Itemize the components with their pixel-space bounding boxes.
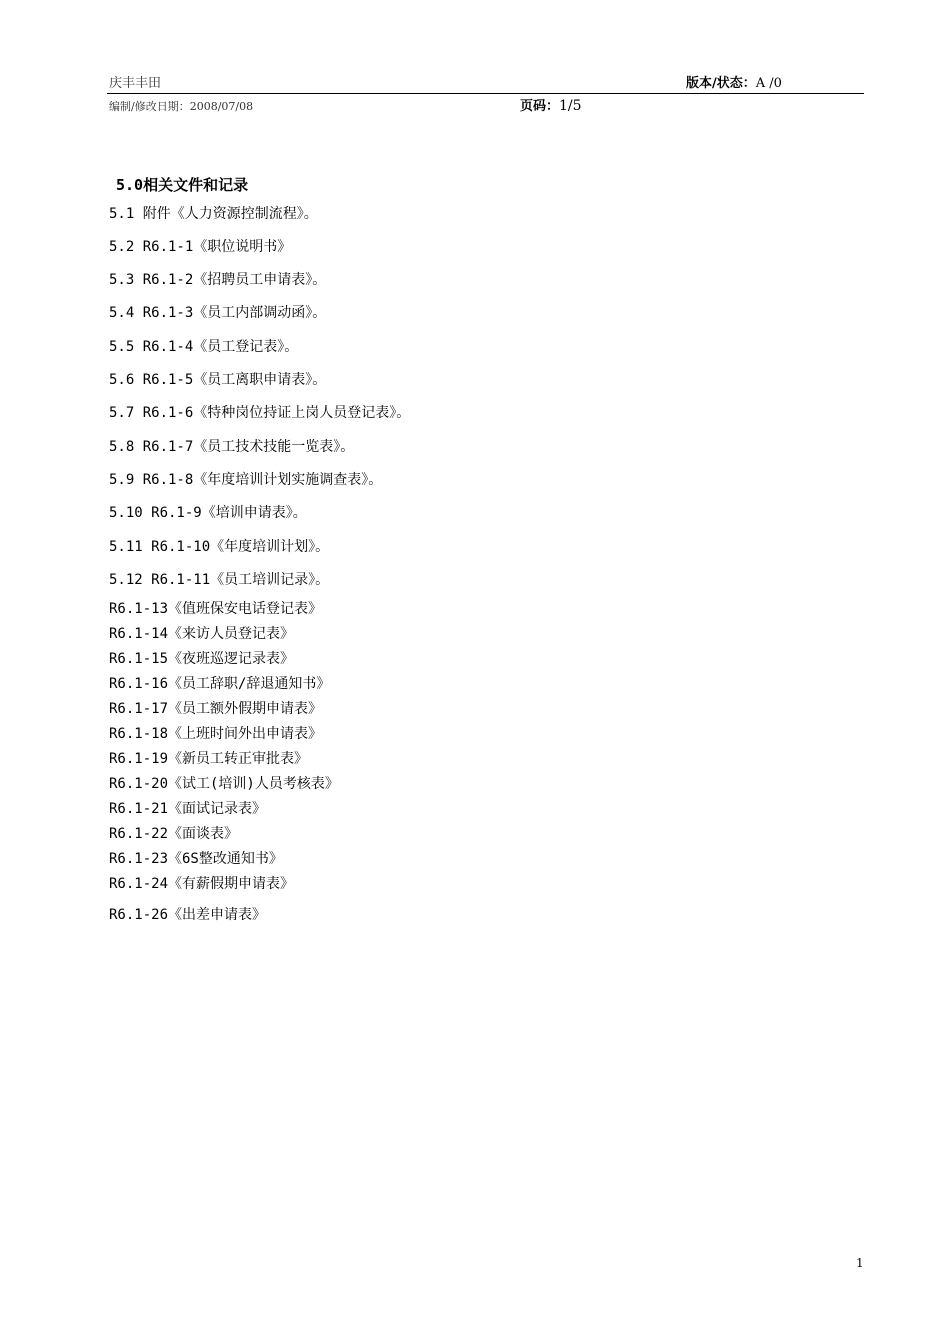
list-item: 5.3 R6.1-2《招聘员工申请表》。 — [109, 272, 327, 288]
header-date: 编制/修改日期：2008/07/08 — [109, 100, 254, 113]
list-item: 5.5 R6.1-4《员工登记表》。 — [109, 339, 299, 355]
record-item: R6.1-21《面试记录表》 — [109, 801, 267, 817]
header-company: 庆丰丰田 — [109, 76, 162, 91]
list-item: 5.2 R6.1-1《职位说明书》 — [109, 239, 292, 255]
record-item: R6.1-15《夜班巡逻记录表》 — [109, 651, 295, 667]
list-item: 5.10 R6.1-9《培训申请表》。 — [109, 505, 307, 521]
record-item: R6.1-24《有薪假期申请表》 — [109, 876, 295, 892]
record-item: R6.1-17《员工额外假期申请表》 — [109, 701, 323, 717]
page-label: 页码： — [520, 99, 560, 114]
record-item: R6.1-16《员工辞职/辞退通知书》 — [109, 676, 331, 692]
page-value: 1/5 — [559, 98, 582, 114]
record-item: R6.1-14《来访人员登记表》 — [109, 626, 295, 642]
list-item: 5.7 R6.1-6《特种岗位持证上岗人员登记表》。 — [109, 405, 411, 421]
list-item: 5.11 R6.1-10《年度培训计划》。 — [109, 539, 330, 555]
header-rule — [107, 93, 864, 94]
record-item: R6.1-18《上班时间外出申请表》 — [109, 726, 323, 742]
version-label: 版本/状态： — [686, 76, 756, 91]
list-item: 5.8 R6.1-7《员工技术技能一览表》。 — [109, 439, 355, 455]
list-item: 5.4 R6.1-3《员工内部调动函》。 — [109, 305, 327, 321]
record-item: R6.1-20《试工(培训)人员考核表》 — [109, 776, 339, 792]
record-item: R6.1-23《6S整改通知书》 — [109, 851, 283, 867]
header-version — [686, 72, 782, 91]
record-item: R6.1-19《新员工转正审批表》 — [109, 751, 309, 767]
list-item: 5.6 R6.1-5《员工离职申请表》。 — [109, 372, 327, 388]
record-item: R6.1-22《面谈表》 — [109, 826, 239, 842]
list-item: 5.9 R6.1-8《年度培训计划实施调查表》。 — [109, 472, 383, 488]
footer-page-number: 1 — [856, 1256, 864, 1270]
version-value: A /0 — [755, 76, 782, 91]
list-item: 5.12 R6.1-11《员工培训记录》。 — [109, 572, 330, 588]
list-item: 5.1 附件《人力资源控制流程》。 — [109, 206, 318, 222]
header-page-number — [520, 95, 582, 114]
record-item: R6.1-13《值班保安电话登记表》 — [109, 601, 323, 617]
section-title: 5.0相关文件和记录 — [116, 176, 249, 194]
record-item: R6.1-26《出差申请表》 — [109, 907, 267, 923]
